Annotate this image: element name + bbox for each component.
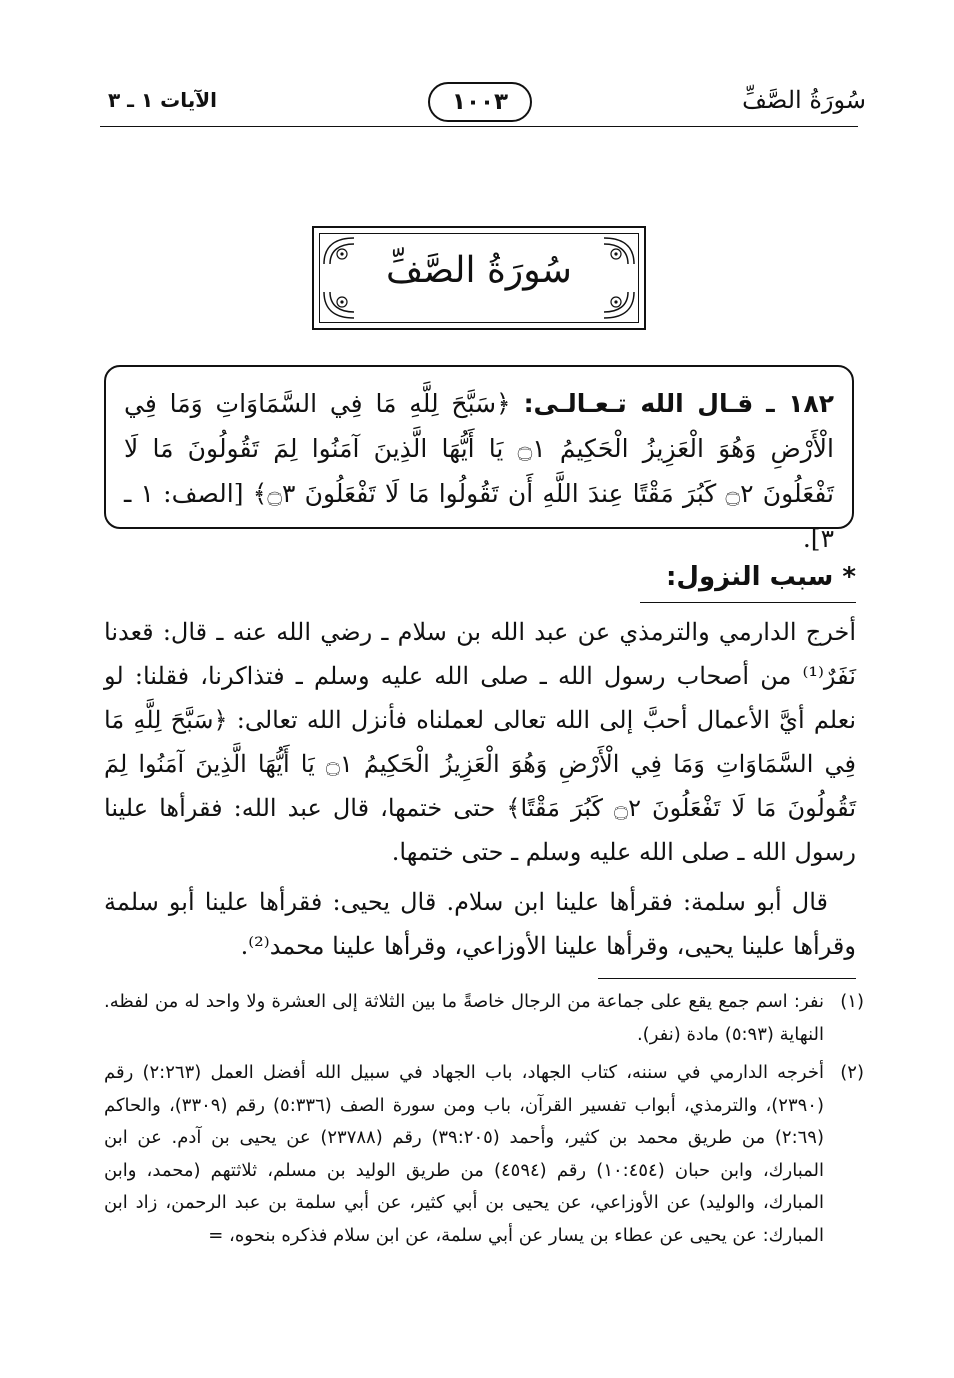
entry-number: ١٨٢ ـ (766, 389, 835, 418)
footnote (104, 986, 864, 1051)
running-header-surah: سُورَةُ الصَّفِّ (742, 86, 866, 114)
footnotes (104, 986, 864, 1252)
body-paragraph: أخرج الدارمي والترمذي عن عبد الله بن سلام ـ رضي الله عنه ـ قال: قعدنا نَفَرٌ⁽¹⁾ من أصحاب رسول الله ـ صلى الله عليه وسلم ـ فتذاكرنا، فقلنا: لو نعلم أيَّ الأعمال أحبَّ إلى الله تعالى لعملناه فأنزل الله تعالى: ﴿سَبَّحَ لِلَّهِ مَا فِي السَّمَاوَاتِ وَمَا فِي الْأَرْضِ وَهُوَ الْعَزِيزُ الْحَكِيمُ ۝١ يَا أَيُّهَا الَّذِينَ آمَنُوا لِمَ تَقُولُونَ مَا لَا تَفْعَلُونَ ۝٢ كَبُرَ مَقْتًا﴾ حتى ختمها، قال عبد الله: فقرأها علينا رسول الله ـ صلى الله عليه وسلم ـ حتى ختمها. (104, 618, 856, 866)
footnote-text: نفر: اسم جمع يقع على جماعة من الرجال خاصةً ما بين الثلاثة إلى العشرة ولا واحد له من لفظه. النهاية (٥:٩٣) مادة (نفر). (104, 991, 824, 1045)
page-number: ١٠٠٣ (428, 82, 532, 122)
corner-ornament-icon (320, 286, 360, 322)
surah-title-banner (312, 226, 646, 330)
section-heading: * سبب النزول: (666, 562, 856, 592)
verse-box (104, 365, 854, 553)
footnote (104, 1057, 864, 1252)
surah-title: سُورَةُ الصَّفِّ (386, 250, 572, 291)
section-heading-rule (640, 602, 856, 603)
footnote-number: (٢) (840, 1062, 864, 1083)
quran-verse: ﴿سَبَّحَ لِلَّهِ مَا فِي السَّمَاوَاتِ وَمَا فِي الْأَرْضِ وَهُوَ الْعَزِيزُ الْحَكِيمُ ۝١ يَا أَيُّهَا الَّذِينَ آمَنُوا لِمَ تَقُولُونَ مَا لَا تَفْعَلُونَ ۝٢ كَبُرَ مَقْتًا عِندَ اللَّهِ أَن تَقُولُوا مَا لَا تَفْعَلُونَ ۝٣﴾ (124, 389, 834, 508)
corner-ornament-icon (598, 286, 638, 322)
verse-box-text (124, 381, 834, 561)
footnote-text: أخرجه الدارمي في سننه، كتاب الجهاد، باب الجهاد في سبيل الله أفضل العمل (٢:٢٦٣) رقم (٢٣٩٠)، والترمذي، أبواب تفسير القرآن، باب ومن سورة الصف (٥:٣٣٦) رقم (٣٣٠٩)، والحاكم (٢:٦٩) من طريق محمد بن كثير، وأحمد (٣٩:٢٠٥) رقم (٢٣٧٨٨) عن يحيى بن آدم. عن ابن المبارك، وابن حبان (١٠:٤٥٤) رقم (٤٥٩٤) من طريق الوليد بن مسلم، ثلاثتهم (محمد، وابن المبارك، والوليد) عن الأوزاعي، عن يحيى بن أبي كثير، عن أبي سلمة بن عبد الرحمن، زاد ابن المبارك: عن يحيى عن عطاء بن يسار عن أبي سلمة، عن ابن سلام فذكره بنحوه، = (104, 1062, 825, 1246)
verse-intro: قـال الله تـعـالـى: (523, 389, 754, 418)
footnote-number: (١) (840, 991, 864, 1012)
verse-reference: [الصف: ١ ـ ٣]. (124, 479, 834, 553)
footnote-rule (598, 978, 856, 979)
body-text (104, 610, 856, 968)
body-paragraph: قال أبو سلمة: فقرأها علينا ابن سلام. قال يحيى: فقرأها علينا أبو سلمة وقرأها علينا يحيى، وقرأها علينا الأوزاعي، وقرأها علينا محمد⁽²⁾. (104, 888, 856, 960)
header-rule (100, 126, 858, 127)
running-header-verses: الآيات ١ ـ ٣ (108, 88, 218, 112)
